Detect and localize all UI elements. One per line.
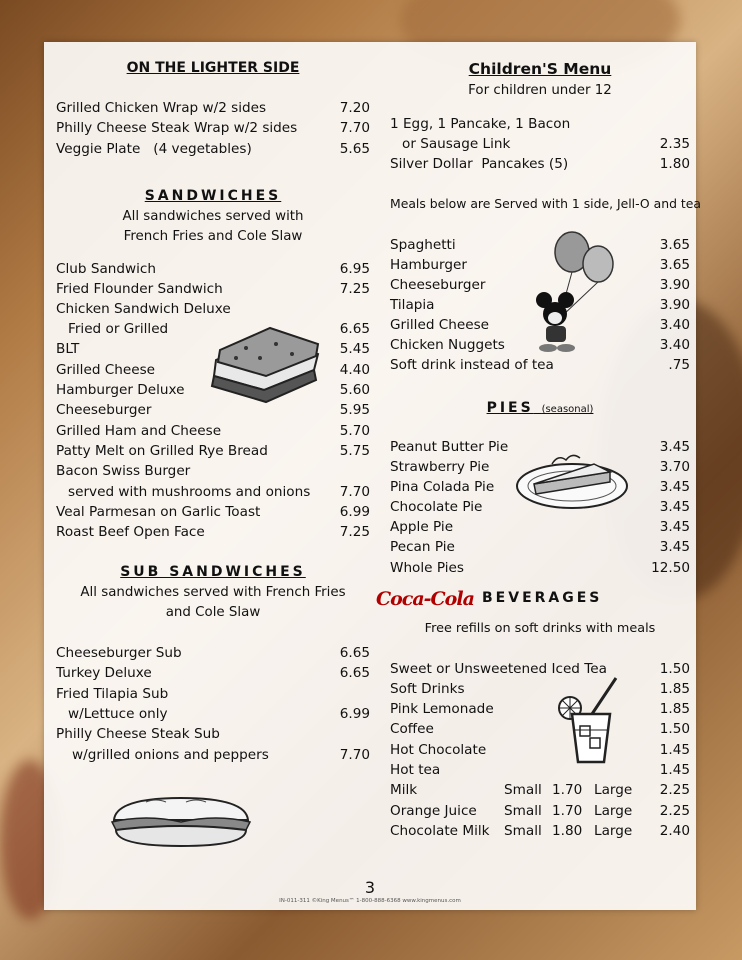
menu-item-sized: Chocolate Milk Small 1.80 Large 2.40	[390, 823, 690, 839]
subs-note: and Cole Slaw	[165, 605, 261, 620]
menu-item: Veggie Plate (4 vegetables) 5.65	[56, 141, 370, 157]
menu-item: Soft drink instead of tea .75	[390, 357, 690, 373]
sandwiches-note: All sandwiches served with	[122, 209, 304, 224]
drink-glass-illustration	[556, 674, 626, 766]
sandwiches-heading: SANDWICHES	[144, 188, 282, 204]
menu-page	[44, 42, 701, 910]
pies-seasonal-note: (seasonal)	[541, 404, 594, 415]
sub-sandwiches-heading: SUB SANDWICHES	[120, 564, 306, 580]
menu-item: Veal Parmesan on Garlic Toast 6.99	[56, 504, 370, 520]
menu-item: Grilled Cheese 4.40	[56, 362, 370, 378]
menu-item: or Sausage Link 2.35	[402, 136, 690, 152]
menu-item: Club Sandwich 6.95	[56, 261, 370, 277]
menu-item: Spaghetti 3.65	[390, 237, 690, 253]
menu-item-sized: Orange Juice Small 1.70 Large 2.25	[390, 803, 690, 819]
menu-item: w/grilled onions and peppers 7.70	[72, 747, 370, 763]
childrens-subtitle: For children under 12	[468, 83, 612, 98]
beverages-heading: BEVERAGES	[482, 590, 603, 606]
menu-item: Pecan Pie 3.45	[390, 539, 690, 555]
menu-item: Fried or Grilled 6.65	[68, 321, 370, 337]
menu-item: Grilled Cheese 3.40	[390, 317, 690, 333]
menu-item: 1 Egg, 1 Pancake, 1 Bacon	[390, 116, 571, 132]
menu-item: Whole Pies 12.50	[390, 560, 690, 576]
menu-item: Fried Tilapia Sub	[56, 686, 169, 702]
menu-item: Chicken Nuggets 3.40	[390, 337, 690, 353]
menu-item: Bacon Swiss Burger	[56, 463, 191, 479]
menu-item: BLT 5.45	[56, 341, 370, 357]
menu-item: Chicken Sandwich Deluxe	[56, 301, 231, 317]
menu-item: Fried Flounder Sandwich 7.25	[56, 281, 370, 297]
page-number: 3	[364, 878, 376, 897]
menu-item: Grilled Chicken Wrap w/2 sides 7.20	[56, 100, 370, 116]
pie-slice-illustration	[514, 450, 630, 512]
menu-item: Chocolate Pie 3.45	[390, 499, 690, 515]
pies-heading: PIES (seasonal)	[486, 400, 594, 416]
menu-item: Turkey Deluxe 6.65	[56, 665, 370, 681]
menu-item: Pink Lemonade 1.85	[390, 701, 690, 717]
menu-item: Tilapia 3.90	[390, 297, 690, 313]
menu-item: Peanut Butter Pie 3.45	[390, 439, 690, 455]
beverages-note: Free refills on soft drinks with meals	[424, 621, 656, 636]
menu-item: Cheeseburger 3.90	[390, 277, 690, 293]
coca-cola-logo: Coca-Cola	[376, 588, 474, 610]
lighter-side-heading: ON THE LIGHTER SIDE	[126, 60, 300, 76]
menu-item: Soft Drinks 1.85	[390, 681, 690, 697]
menu-item: Hamburger Deluxe 5.60	[56, 382, 370, 398]
menu-item: Grilled Ham and Cheese 5.70	[56, 423, 370, 439]
menu-item: Philly Cheese Steak Sub	[56, 726, 220, 742]
sub-sandwich-illustration	[106, 792, 256, 852]
menu-item: Cheeseburger Sub 6.65	[56, 645, 370, 661]
menu-item: Strawberry Pie 3.70	[390, 459, 690, 475]
menu-item: Hot tea 1.45	[390, 762, 690, 778]
menu-item: served with mushrooms and onions 7.70	[68, 484, 370, 500]
childrens-meals-note: Meals below are Served with 1 side, Jell-O and tea	[390, 196, 701, 211]
menu-item: Hot Chocolate 1.45	[390, 742, 690, 758]
sandwich-illustration	[206, 320, 326, 408]
menu-item: Hamburger 3.65	[390, 257, 690, 273]
sandwiches-note: French Fries and Cole Slaw	[123, 229, 303, 244]
menu-item: Sweet or Unsweetened Iced Tea 1.50	[390, 661, 690, 677]
mouse-balloons-illustration	[530, 230, 622, 360]
menu-item-sized: Milk Small 1.70 Large 2.25	[390, 782, 690, 798]
menu-item: Roast Beef Open Face 7.25	[56, 524, 370, 540]
subs-note: All sandwiches served with French Fries	[80, 585, 346, 600]
menu-item: Pina Colada Pie 3.45	[390, 479, 690, 495]
menu-item: Philly Cheese Steak Wrap w/2 sides 7.70	[56, 120, 370, 136]
publisher-footer: IN-011-311 ©King Menus™ 1-800-888-6368 www.kingmenus.com	[279, 898, 461, 904]
childrens-menu-heading: Children'S Menu	[468, 60, 612, 78]
menu-item: Patty Melt on Grilled Rye Bread 5.75	[56, 443, 370, 459]
menu-item: Apple Pie 3.45	[390, 519, 690, 535]
menu-item: Cheeseburger 5.95	[56, 402, 370, 418]
menu-item: Silver Dollar Pancakes (5) 1.80	[390, 156, 690, 172]
menu-item: Coffee 1.50	[390, 721, 690, 737]
menu-item: w/Lettuce only 6.99	[68, 706, 370, 722]
